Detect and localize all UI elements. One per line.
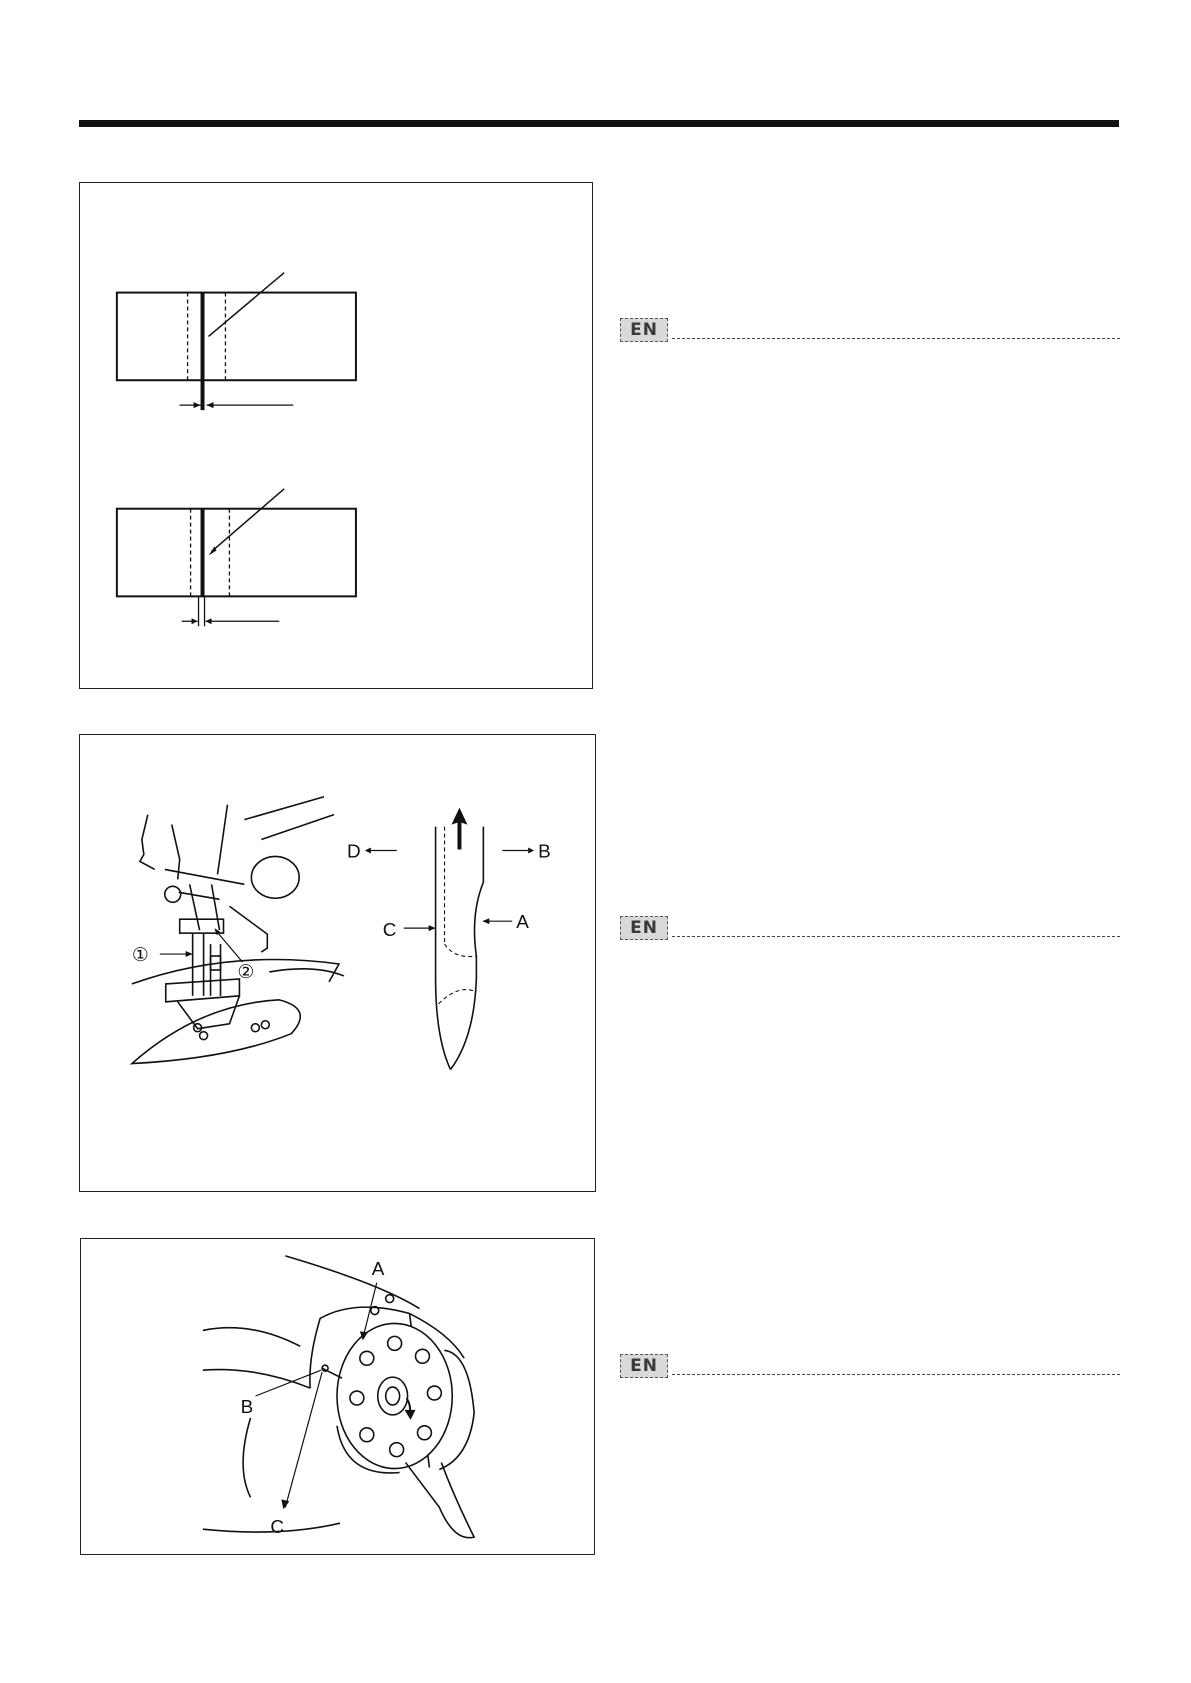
en-badge: EN xyxy=(620,1354,668,1378)
needle-label-d: D xyxy=(346,841,361,863)
bobbin-label-a: A xyxy=(371,1258,385,1280)
stitch-diagram-drawing xyxy=(80,183,592,688)
needle-label-b: B xyxy=(538,841,551,863)
dashed-separator xyxy=(672,936,1120,937)
en-badge: EN xyxy=(620,916,668,940)
needle-label-c: C xyxy=(382,920,397,942)
language-marker-2 xyxy=(620,916,1120,942)
callout-1: ① xyxy=(131,944,149,967)
bobbin-label-c: C xyxy=(270,1517,285,1539)
en-badge: EN xyxy=(620,318,668,342)
bobbin-case-drawing xyxy=(81,1239,594,1554)
needle-installation-drawing xyxy=(80,735,595,1191)
figure-bobbin-case xyxy=(80,1238,595,1555)
dashed-separator xyxy=(672,338,1120,339)
language-marker-3 xyxy=(620,1354,1120,1380)
callout-2: ② xyxy=(237,960,255,983)
figure-needle-installation xyxy=(79,734,596,1192)
figure-stitch-diagram xyxy=(79,182,593,689)
language-marker-1 xyxy=(620,318,1120,344)
needle-label-a: A xyxy=(516,912,529,934)
header-rule xyxy=(79,120,1119,127)
dashed-separator xyxy=(672,1374,1120,1375)
bobbin-label-b: B xyxy=(240,1396,254,1418)
